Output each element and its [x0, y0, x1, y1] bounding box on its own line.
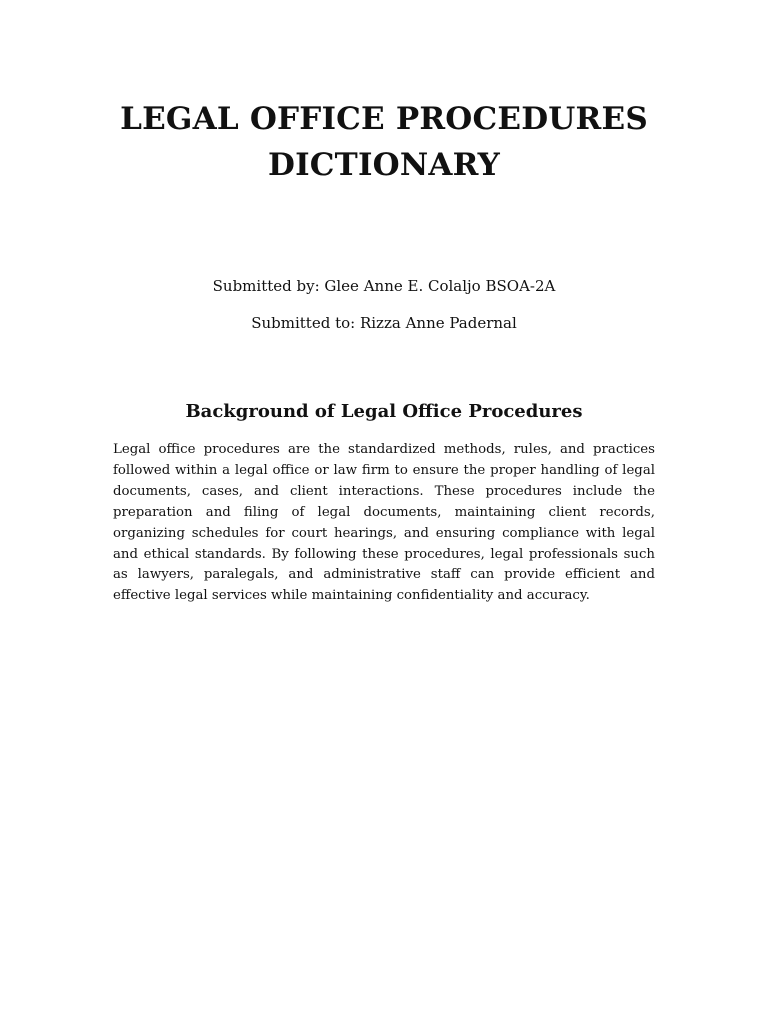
section-heading: Background of Legal Office Procedures — [185, 401, 583, 422]
title-line-2: DICTIONARY — [268, 147, 500, 183]
section-body: Legal office procedures are the standardized methods, rules, and practices followed within a legal office or law firm to ensure the proper handling of legal documents, cases, and client interactions. These procedures include the preparation and filing of legal documents, maintaining client records, organizing schedules for court hearings, and ensuring compliance with legal and ethical standards. By following these procedures, legal professionals such as lawyers, paralegals, and administrative staff can provide efficient and effective legal services while maintaining confidentiality and accuracy. — [113, 442, 655, 604]
title-line-1: LEGAL OFFICE PROCEDURES — [120, 101, 648, 137]
submitted-to: Submitted to: Rizza Anne Padernal — [251, 314, 517, 332]
document-title — [0, 96, 768, 188]
submitted-by: Submitted by: Glee Anne E. Colaljo BSOA-2A — [212, 277, 556, 295]
